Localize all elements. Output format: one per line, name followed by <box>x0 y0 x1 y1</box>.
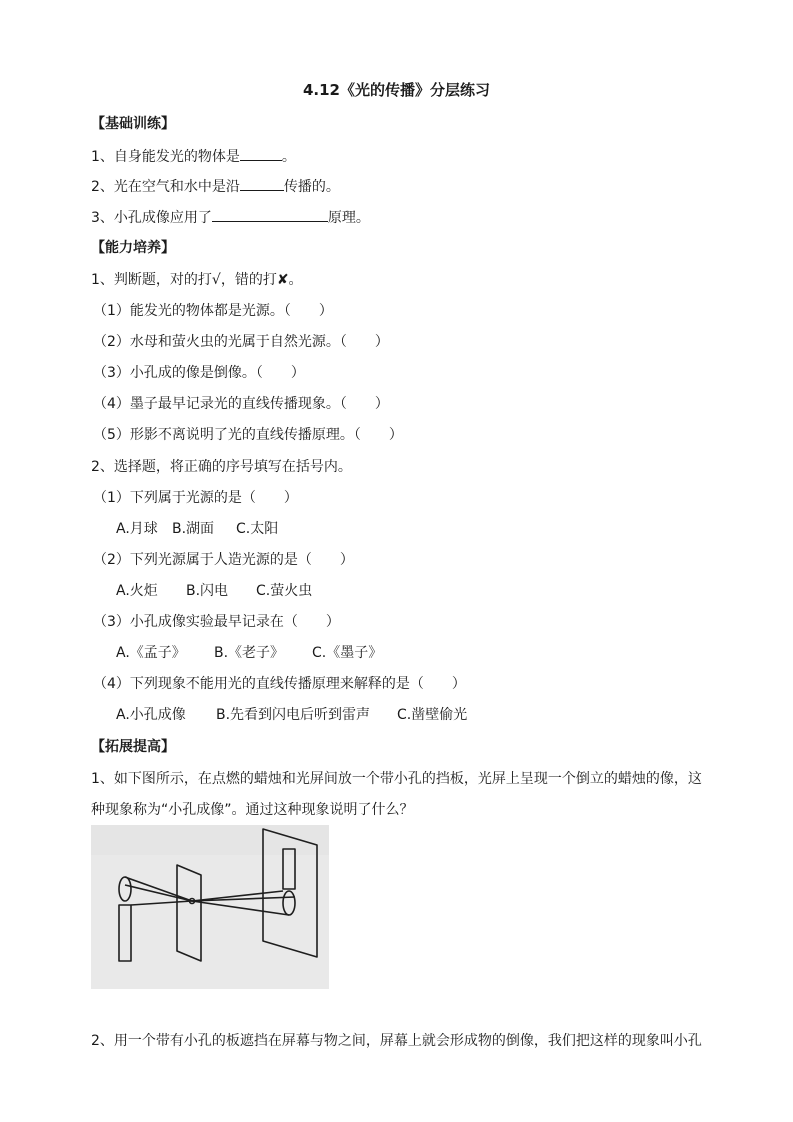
option-a: A.月球 <box>116 521 158 537</box>
judge-item: （3）小孔成的像是倒像。（ ） <box>93 365 305 381</box>
option-c: C.《墨子》 <box>312 645 383 661</box>
extend-q1-line1: 1、如下图所示，在点燃的蜡烛和光屏间放一个带小孔的挡板，光屏上呈现一个倒立的蜡烛的像，这 <box>91 771 702 787</box>
basic-q1-end: 。 <box>281 149 296 165</box>
pinhole-diagram-photo <box>91 825 329 989</box>
basic-q3-text: 3、小孔成像应用了 <box>91 210 212 226</box>
basic-q1 <box>91 146 296 167</box>
choice-options <box>116 705 467 725</box>
option-c: C.太阳 <box>236 521 279 537</box>
choice-question: （2）下列光源属于人造光源的是（ ） <box>93 552 354 568</box>
judge-item: （1）能发光的物体都是光源。（ ） <box>93 303 333 319</box>
option-b: B.湖面 <box>172 521 215 537</box>
judge-item: （4）墨子最早记录光的直线传播现象。（ ） <box>93 396 389 412</box>
choice-options <box>116 643 382 663</box>
extend-q1-line2: 种现象称为“小孔成像”。通过这种现象说明了什么？ <box>91 802 414 818</box>
choice-title: 2、选择题，将正确的序号填写在括号内。 <box>91 459 352 475</box>
option-b: B.闪电 <box>186 583 229 599</box>
section-basic: 【基础训练】 <box>91 116 175 132</box>
choice-question: （1）下列属于光源的是（ ） <box>93 490 298 506</box>
section-ability: 【能力培养】 <box>91 240 175 256</box>
option-c: C.萤火虫 <box>256 583 313 599</box>
option-a: A.《孟子》 <box>116 645 186 661</box>
page-title: 4.12《光的传播》分层练习 <box>302 81 490 99</box>
basic-q3-end: 原理。 <box>327 210 370 226</box>
basic-q3 <box>91 207 370 228</box>
answer-blank[interactable] <box>240 146 282 161</box>
option-b: B.先看到闪电后听到雷声 <box>216 707 371 723</box>
answer-blank[interactable] <box>212 207 328 222</box>
choice-question: （3）小孔成像实验最早记录在（ ） <box>93 614 340 630</box>
pinhole-diagram <box>91 825 329 989</box>
option-a: A.小孔成像 <box>116 707 186 723</box>
basic-q1-text: 1、自身能发光的物体是 <box>91 149 240 165</box>
basic-q2-end: 传播的。 <box>283 179 340 195</box>
choice-question: （4）下列现象不能用光的直线传播原理来解释的是（ ） <box>93 676 466 692</box>
judge-item: （2）水母和萤火虫的光属于自然光源。（ ） <box>93 334 389 350</box>
option-a: A.火炬 <box>116 583 158 599</box>
answer-blank[interactable] <box>240 176 284 191</box>
basic-q2-text: 2、光在空气和水中是沿 <box>91 179 240 195</box>
section-extend: 【拓展提高】 <box>91 739 175 755</box>
judge-title: 1、判断题，对的打√，错的打✘。 <box>91 272 303 288</box>
basic-q2 <box>91 176 340 197</box>
choice-options <box>116 519 278 539</box>
choice-options <box>116 581 312 601</box>
extend-q2-line1: 2、用一个带有小孔的板遮挡在屏幕与物之间，屏幕上就会形成物的倒像，我们把这样的现象叫小孔 <box>91 1033 702 1049</box>
option-c: C.凿壁偷光 <box>397 707 468 723</box>
judge-item: （5）形影不离说明了光的直线传播原理。（ ） <box>93 427 403 443</box>
option-b: B.《老子》 <box>214 645 285 661</box>
